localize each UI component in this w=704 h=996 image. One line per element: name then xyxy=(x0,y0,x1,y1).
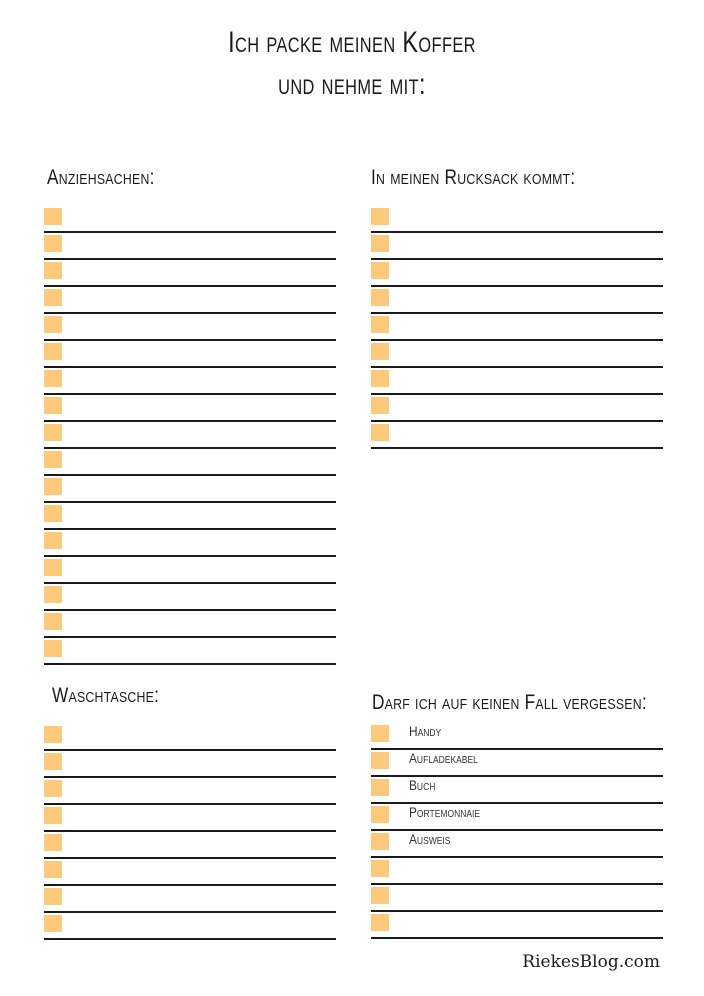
checklist-row xyxy=(44,778,336,805)
write-line[interactable] xyxy=(371,937,663,939)
checklist-row xyxy=(371,260,663,287)
heading-anziehsachen: Anziehsachen: xyxy=(47,166,155,189)
checklist-row xyxy=(44,611,336,638)
checklist-item-label: Aufladekabel xyxy=(409,750,478,766)
checkbox[interactable] xyxy=(371,262,389,279)
checkbox[interactable] xyxy=(44,370,62,387)
checklist-row xyxy=(44,584,336,611)
checklist-row xyxy=(371,831,663,858)
checklist-row xyxy=(44,751,336,778)
heading-vergessen: Darf ich auf keinen Fall vergessen: xyxy=(372,691,647,714)
checkbox[interactable] xyxy=(44,289,62,306)
heading-waschtasche: Waschtasche: xyxy=(52,684,160,707)
checkbox[interactable] xyxy=(44,505,62,522)
checklist-row xyxy=(371,314,663,341)
checklist-row xyxy=(44,503,336,530)
checklist-row xyxy=(371,341,663,368)
checklist-row xyxy=(44,287,336,314)
checklist-row xyxy=(371,912,663,939)
checklist-item-label: Handy xyxy=(409,723,442,739)
checkbox[interactable] xyxy=(44,316,62,333)
checkbox[interactable] xyxy=(371,289,389,306)
checkbox[interactable] xyxy=(371,833,389,850)
checklist-row xyxy=(371,206,663,233)
checkbox[interactable] xyxy=(44,613,62,630)
checklist-row xyxy=(371,287,663,314)
title-line-1: Ich packe meinen Koffer xyxy=(228,26,476,59)
checkbox[interactable] xyxy=(44,640,62,657)
checkbox[interactable] xyxy=(44,532,62,549)
checkbox[interactable] xyxy=(44,343,62,360)
checklist-row xyxy=(371,750,663,777)
checklist-item-label: Portemonnaie xyxy=(409,804,481,820)
checklist-row xyxy=(44,395,336,422)
write-line[interactable] xyxy=(44,663,336,665)
checklist-row xyxy=(371,885,663,912)
heading-rucksack: In meinen Rucksack kommt: xyxy=(371,166,576,189)
checkbox[interactable] xyxy=(44,424,62,441)
checklist-row xyxy=(371,723,663,750)
checkbox[interactable] xyxy=(44,780,62,797)
checklist-row xyxy=(44,449,336,476)
checkbox[interactable] xyxy=(44,235,62,252)
checkbox[interactable] xyxy=(44,726,62,743)
checkbox[interactable] xyxy=(44,208,62,225)
checklist-row xyxy=(44,859,336,886)
checkbox[interactable] xyxy=(371,752,389,769)
footer-brand: RiekesBlog.com xyxy=(522,952,660,972)
checklist-row xyxy=(44,832,336,859)
checklist-row xyxy=(44,476,336,503)
checkbox[interactable] xyxy=(44,262,62,279)
checkbox[interactable] xyxy=(44,397,62,414)
checkbox[interactable] xyxy=(44,807,62,824)
checklist-row xyxy=(44,638,336,665)
checklist-item-label: Ausweis xyxy=(409,831,451,847)
checkbox[interactable] xyxy=(371,235,389,252)
checkbox[interactable] xyxy=(44,586,62,603)
checklist-row xyxy=(44,557,336,584)
checkbox[interactable] xyxy=(44,915,62,932)
checklist-row xyxy=(44,886,336,913)
checklist-item-label: Buch xyxy=(409,777,436,793)
checklist-row xyxy=(44,206,336,233)
checkbox[interactable] xyxy=(371,887,389,904)
checklist-row xyxy=(44,530,336,557)
checkbox[interactable] xyxy=(371,397,389,414)
checkbox[interactable] xyxy=(371,370,389,387)
checklist-row xyxy=(371,858,663,885)
checklist-row xyxy=(44,260,336,287)
write-line[interactable] xyxy=(44,938,336,940)
page-title xyxy=(77,22,626,106)
checklist-row xyxy=(371,395,663,422)
checkbox[interactable] xyxy=(371,806,389,823)
checkbox[interactable] xyxy=(44,753,62,770)
checklist-row xyxy=(44,422,336,449)
checkbox[interactable] xyxy=(44,451,62,468)
checklist-row xyxy=(44,341,336,368)
checklist-row xyxy=(44,368,336,395)
title-line-2: und nehme mit: xyxy=(278,68,426,101)
checklist-row xyxy=(44,314,336,341)
checklist-row xyxy=(44,724,336,751)
checkbox[interactable] xyxy=(371,208,389,225)
checkbox[interactable] xyxy=(371,343,389,360)
checklist-row xyxy=(44,913,336,940)
checklist-row xyxy=(44,805,336,832)
checkbox[interactable] xyxy=(371,914,389,931)
checkbox[interactable] xyxy=(44,834,62,851)
checkbox[interactable] xyxy=(371,860,389,877)
checkbox[interactable] xyxy=(371,779,389,796)
checkbox[interactable] xyxy=(44,559,62,576)
checklist-row xyxy=(371,804,663,831)
checklist-row xyxy=(44,233,336,260)
checkbox[interactable] xyxy=(44,478,62,495)
checkbox[interactable] xyxy=(44,888,62,905)
checkbox[interactable] xyxy=(371,725,389,742)
checklist-row xyxy=(371,233,663,260)
write-line[interactable] xyxy=(371,447,663,449)
checkbox[interactable] xyxy=(371,316,389,333)
checklist-row xyxy=(371,777,663,804)
checkbox[interactable] xyxy=(44,861,62,878)
checklist-row xyxy=(371,368,663,395)
checkbox[interactable] xyxy=(371,424,389,441)
checklist-row xyxy=(371,422,663,449)
